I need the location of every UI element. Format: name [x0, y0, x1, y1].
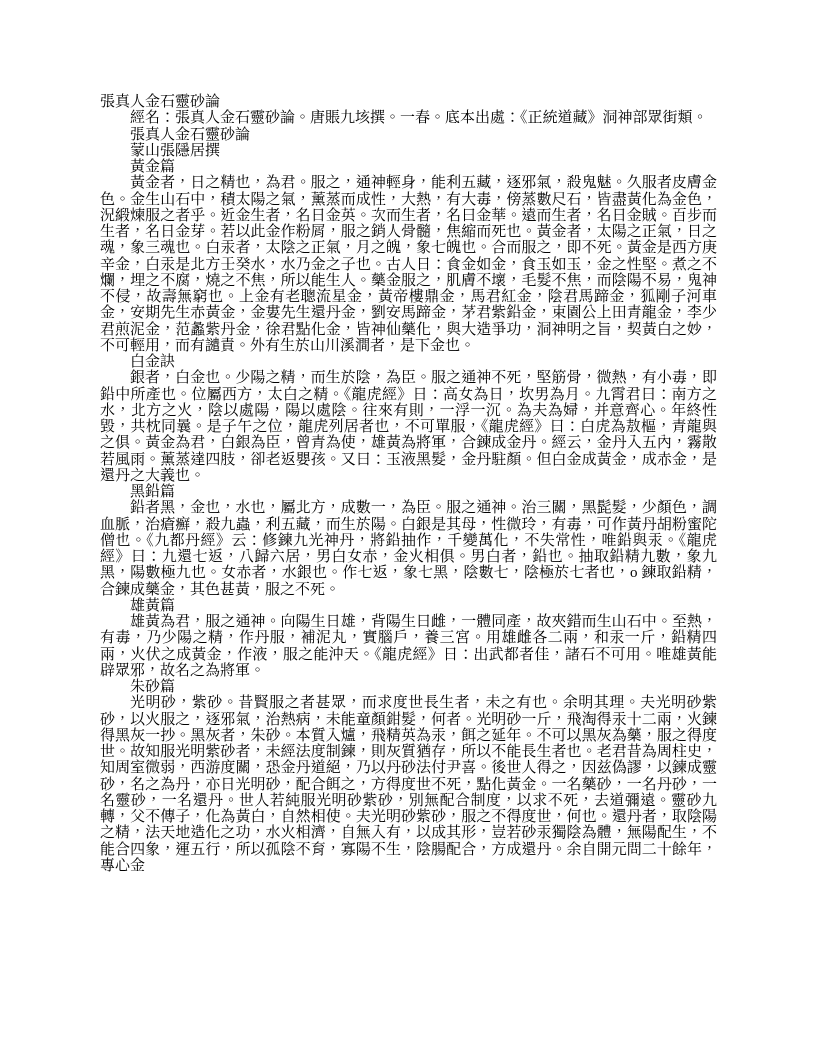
section-white-metal: [100, 354, 717, 484]
section-body-text: 鉛者黑，金也，水也，屬北方，成數一，為臣。服之通神。治三關，黑髭髮，少顏色，調血脈，治瘡癬，殺九蟲，利五藏，而生於陽。白銀是其母，性微玲，有毒，可作黃丹胡粉蜜陀僧也。《九都丹經》云：修鍊九光神丹，將鉛抽作，千變萬化，不失常性，唯鉛與汞。《龍虎經》曰：九還七返，八歸六居，男白女赤，金火相俱。男白者，鉛也。抽取鉛精九數，象九黑，陽數極九也。女赤者，水銀也。作七返，象七黑，陰數七，陰極於七者也，o 鍊取鉛精，合鍊成藥金，其色甚黃，服之不死。: [100, 500, 717, 598]
section-body-text: 黃金者，日之精也，為君。服之，通神輕身，能利五藏，逐邪氣，殺鬼魅。久服者皮膚金色。金生山石中，積太陽之氣，薰蒸而成性，大熱，有大毒，傍蒸數尺石，皆盡黃化為金色，況緞煉服之者乎。近金生者，名日金英。次而生者，名曰金華。遠而生者，名日金賊。百步而生者，名日金芽。若以此金作粉屑，服之銷人骨髓，焦縮而死也。黃金者，太陽之正氣，日之魂，象三魂也。白汞者，太陰之正氣，月之魄，象七魄也。合而服之，即不死。黃金是西方庚辛金，白汞是北方壬癸水，水乃金之子也。古人日：食金如金，食玉如玉，金之性堅。煮之不爛，埋之不腐，燒之不焦，所以能生人。藥金服之，肌膚不壞，毛髮不焦，而陰陽不易，鬼神不侵，故壽無窮也。上金有老聰流星金，黃帝樓鼎金，馬君紅金，陰君馬蹄金，狐剛子河車金，安期先生赤黃金，金婁先生還丹金，劉安馬蹄金，茅君紫鉛金，束園公上田青龍金，李少君煎泥金，范蠡紫丹金，徐君點化金，皆神仙藥化，與大造爭功，洞神明之旨，契黃白之妙，不可輕用，而有譴責。外有生於山川溪澗者，是下金也。: [100, 175, 717, 354]
section-body-text: 光明砂，紫砂。昔賢服之者甚眾，而求度世長生者，未之有也。余明其理。夫光明砂紫砂，以火服之，逐邪氣，治熱病，未能童顏鉗髮，何者。光明砂一斤，飛淘得汞十二兩，火鍊得黑灰一抄。黑灰者，朱砂。本質入爐，飛精英為汞，餌之延年。不可以黑灰為藥，服之得度世。故知服光明紫砂者，未經法度制鍊，則灰質猶存，所以不能長生者也。老君昔為周柱史，知周室微弱，西游度關，恐金丹道絕，乃以丹砂法付尹喜。後世人得之，因兹偽謬，以鍊成靈砂，名之為丹，亦日光明砂，配合餌之，方得度世不死，點化黃金。一名藥砂，一名丹砂，一名靈砂，一名還丹。世人若純服光明砂紫砂，別無配合制度，以求不死，去道彌遠。靈砂九轉，父不傳子，化為黃白，自然相使。夫光明砂紫砂，服之不得度世，何也。還丹者，取陰陽之精，法天地造化之功，水火相濟，自無入有，以成其形，豈若砂汞獨陰為體，無陽配生，不能合四象，運五行，所以孤陰不育，寡陽不生，陰腸配合，方成還丹。余自開元問二十餘年，專心金: [100, 695, 717, 874]
section-realgar: [100, 598, 717, 679]
section-gold: [100, 159, 717, 354]
section-heading: 黃金篇: [130, 159, 176, 175]
document-meta-line: 經名：張真人金石靈砂論。唐賬九垓撰。一春。底本出處：《正統道藏》洞神部眾街類。: [130, 110, 708, 127]
section-body-text: 雄黃為君，服之通神。向陽生日雄，背陽生曰雌，一體同產，故夾錯而生山石中。至熱，有毒，乃少陽之精，作丹服，補泥丸，實腦戶，養三宮。用雄雌各二兩，和汞一斤，鉛精四兩，火伏之成黃金，作液，服之能沖天。《龍虎經》日：出武都者佳，諸石不可用。唯雄黃能辟眾邪，故名之為將軍。: [100, 614, 717, 679]
document-body: [100, 94, 717, 874]
document-author-line: 蒙山張隱居撰: [130, 142, 221, 159]
section-heading: 朱砂篇: [130, 679, 176, 695]
section-heading: 黑鉛篇: [130, 484, 176, 500]
document-title: 張真人金石靈砂論: [100, 94, 221, 110]
document-title-repeat: 張真人金石靈砂論: [130, 126, 251, 143]
section-heading: 雄黃篇: [130, 597, 176, 614]
section-cinnabar: [100, 679, 717, 874]
section-body-text: 銀者，白金也。少陽之精，而生於陰，為臣。服之通神不死，堅筋骨，微熱，有小毒，即鉛中所產也。位屬西方，太白之精。《龍虎經》日：高女為日，坎男為月。九霄君曰：南方之水，北方之火，陰以處陽，陽以處陰。往來有則，一浮一沉。為夫為婦，并意齊心。年終性毀，共枕同曩。是子午之位，龍虎列居者也，不可單服，《龍虎經》曰：白虎為敖樞，青龍與之俱。黃金為君，白銀為臣，曾青為使，雄黃為將軍，合鍊成金丹。經云，金丹入五內，霧散若風雨。薰蒸達四肢，卻老返嬰孩。又曰：玉液黑髮，金丹駐顏。但白金成黃金，成赤金，是還丹之大義也。: [100, 370, 717, 484]
section-heading: 白金訣: [130, 354, 176, 370]
section-black-lead: [100, 484, 717, 598]
